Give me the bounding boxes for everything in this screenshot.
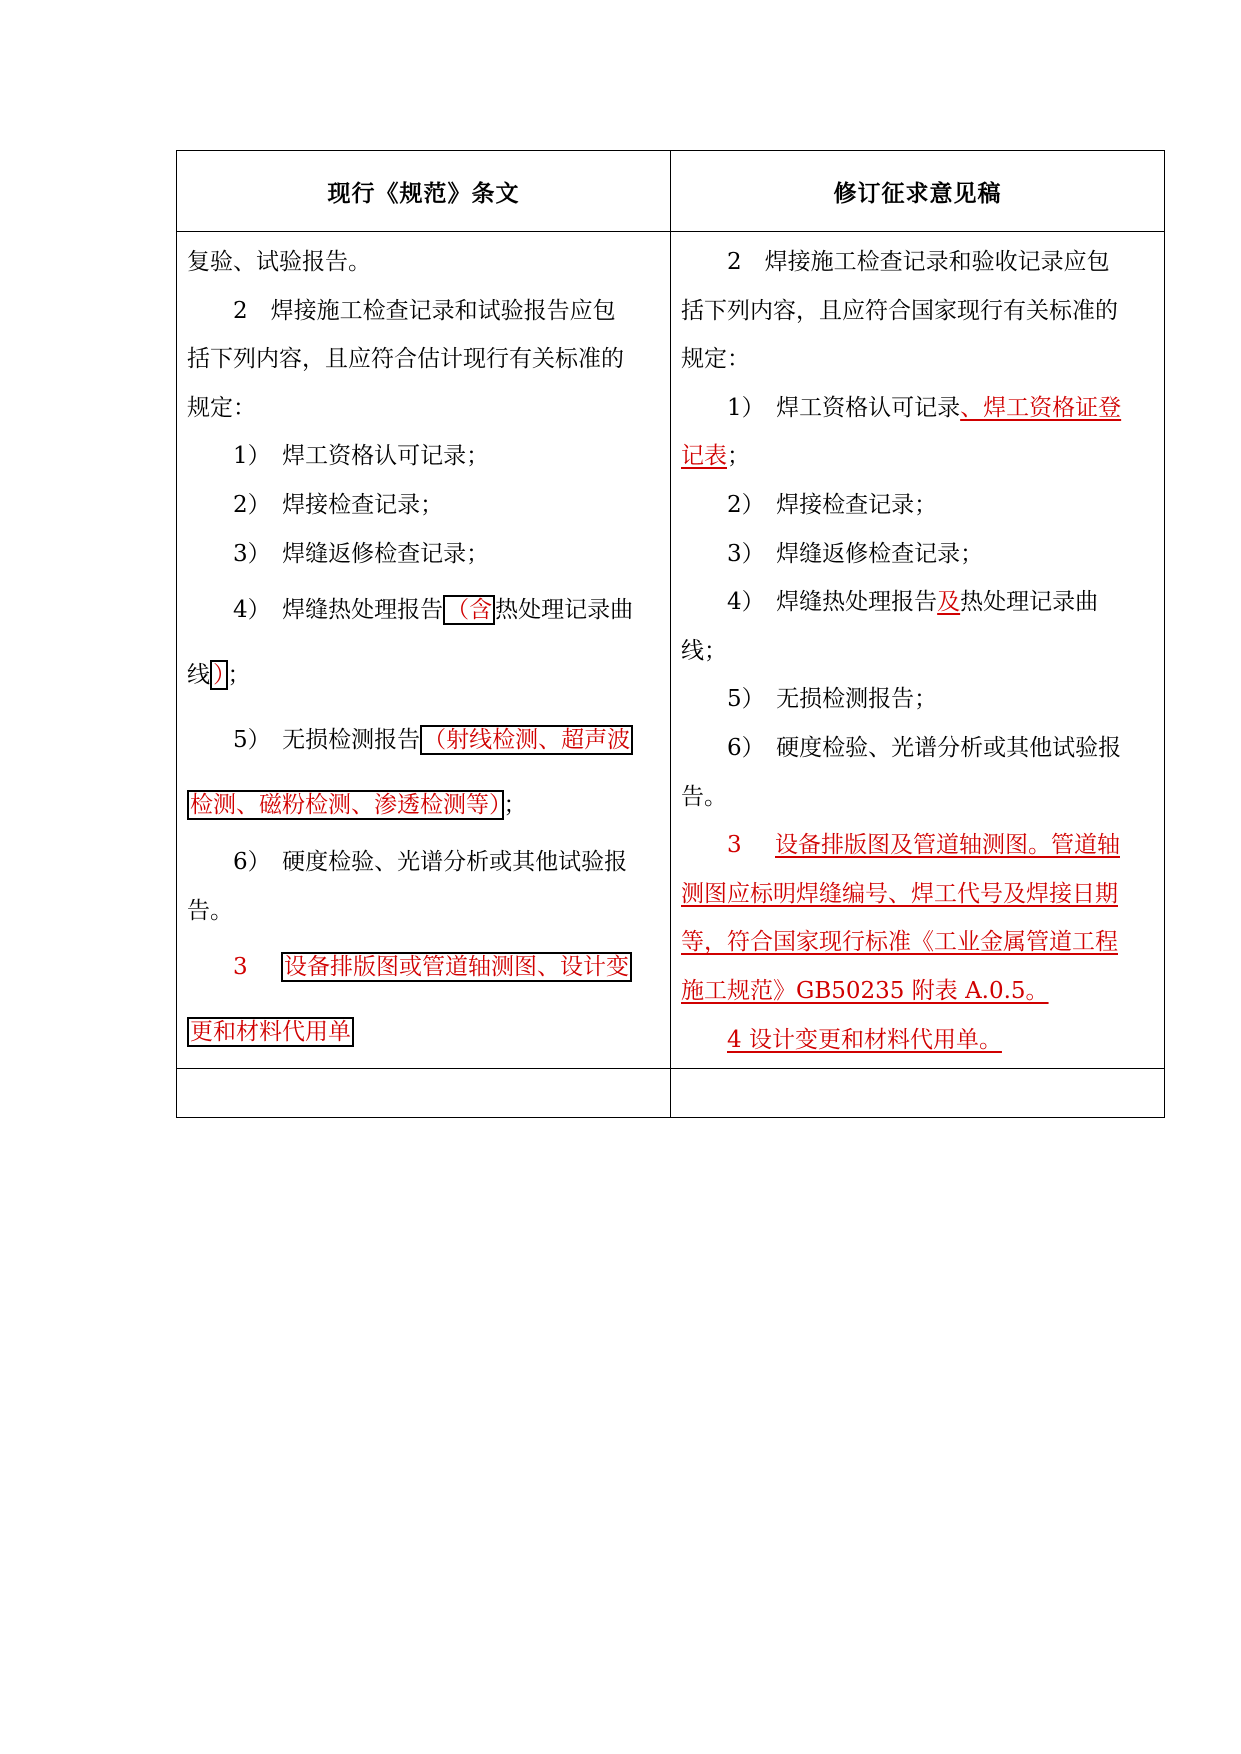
right-section-4-text: 4 设计变更和材料代用单。 xyxy=(727,1026,1002,1053)
right-line-2: 括下列内容，且应符合国家现行有关标准的 xyxy=(681,297,1118,324)
left-section-3-cont-boxed: 更和材料代用单 xyxy=(187,1017,354,1047)
right-section-4 xyxy=(681,1016,1154,1065)
right-item-4 xyxy=(681,578,1154,627)
right-item-4-cont: 线； xyxy=(681,637,727,664)
right-item-1-added: 、焊工资格证登 xyxy=(960,394,1122,421)
left-item-4-cont xyxy=(187,643,660,708)
right-item-5: 5） 无损检测报告； xyxy=(727,686,938,713)
left-item-4-text: 4） 焊缝热处理报告 xyxy=(233,597,444,624)
content-row xyxy=(177,232,1165,1069)
right-item-1-text: 1） 焊工资格认可记录 xyxy=(727,394,961,421)
left-item-6-cont: 告。 xyxy=(187,897,233,924)
right-section-3-cont-1: 测图应标明焊缝编号、焊工代号及焊接日期 xyxy=(681,880,1118,907)
header-revision-draft: 修订征求意见稿 xyxy=(671,151,1165,232)
left-item-5-cont-end: ； xyxy=(503,792,527,819)
right-item-1-cont xyxy=(681,432,1154,481)
left-item-3: 3） 焊缝返修检查记录； xyxy=(233,540,490,567)
left-item-4-boxed: （含 xyxy=(443,595,495,625)
right-item-2: 2） 焊接检查记录； xyxy=(727,491,938,518)
left-item-5-cont-boxed: 检测、磁粉检测、渗透检测等） xyxy=(187,790,504,820)
left-item-5-text: 5） 无损检测报告 xyxy=(233,727,421,754)
left-section-3 xyxy=(187,935,660,1000)
right-section-3-text: 设备排版图及管道轴测图。管道轴 xyxy=(775,832,1120,859)
right-item-1-cont-end: ； xyxy=(727,443,750,470)
left-section-3-boxed: 设备排版图或管道轴测图、设计变 xyxy=(281,952,632,982)
left-item-5-cont xyxy=(187,773,660,838)
right-line-1: 2 焊接施工检查记录和验收记录应包 xyxy=(727,249,1110,275)
left-item-4-text-b: 热处理记录曲 xyxy=(495,597,634,624)
right-item-4-added: 及 xyxy=(937,589,961,616)
header-current-clause: 现行《规范》条文 xyxy=(177,151,671,232)
right-section-3-number: 3 xyxy=(727,832,742,859)
current-clause-cell xyxy=(177,232,671,1069)
left-item-4-cont-boxed: ） xyxy=(210,660,228,690)
left-section-3-number: 3 xyxy=(233,954,248,981)
left-line-4: 规定： xyxy=(187,394,256,421)
footer-cell-left xyxy=(177,1069,671,1118)
left-item-5 xyxy=(187,708,660,773)
right-item-1-cont-added: 记表 xyxy=(681,443,727,470)
left-item-4-cont-end: ； xyxy=(227,662,251,689)
right-item-6: 6） 硬度检验、光谱分析或其他试验报 xyxy=(727,734,1122,761)
left-item-4-cont-text: 线 xyxy=(187,662,210,689)
footer-cell-right xyxy=(671,1069,1165,1118)
left-item-5-boxed: （射线检测、超声波 xyxy=(420,725,633,755)
left-line-2: 2 焊接施工检查记录和试验报告应包 xyxy=(233,297,616,324)
left-line-3: 括下列内容，且应符合估计现行有关标准的 xyxy=(187,346,624,373)
right-item-3: 3） 焊缝返修检查记录； xyxy=(727,540,984,567)
footer-row xyxy=(177,1069,1165,1118)
right-section-3 xyxy=(681,821,1154,870)
right-item-6-cont: 告。 xyxy=(681,783,727,810)
right-section-3-cont-2: 等，符合国家现行标准《工业金属管道工程 xyxy=(681,929,1118,956)
left-line-1: 复验、试验报告。 xyxy=(187,249,371,275)
left-item-6: 6） 硬度检验、光谱分析或其他试验报 xyxy=(233,849,628,876)
left-section-3-cont xyxy=(187,1000,660,1065)
header-row xyxy=(177,151,1165,232)
right-item-4-text-b: 热处理记录曲 xyxy=(960,589,1099,616)
right-line-3: 规定： xyxy=(681,346,750,373)
left-item-1: 1） 焊工资格认可记录； xyxy=(233,443,490,470)
right-item-4-text: 4） 焊缝热处理报告 xyxy=(727,589,938,616)
right-item-1 xyxy=(681,384,1154,433)
comparison-table xyxy=(176,150,1165,1118)
revision-draft-cell xyxy=(671,232,1165,1069)
left-item-2: 2） 焊接检查记录； xyxy=(233,491,444,518)
left-item-4 xyxy=(187,578,660,643)
right-section-3-cont-3: 施工规范》GB50235 附表 A.0.5。 xyxy=(681,977,1049,1004)
